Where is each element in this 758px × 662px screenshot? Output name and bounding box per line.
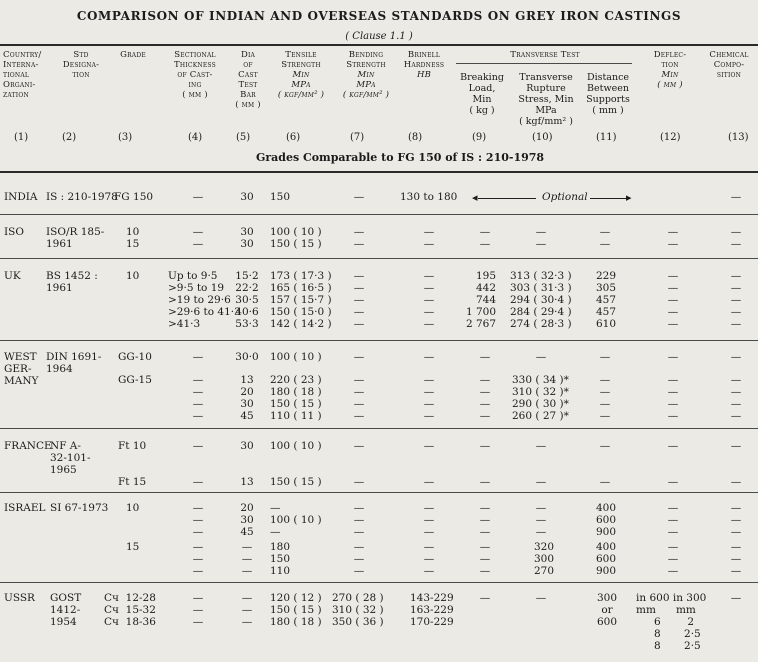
germany-distance-2: — — — —	[599, 374, 611, 422]
uk-breaking: 195 442 744 1 700 2 767	[465, 270, 496, 330]
france-dia-1: 30	[240, 440, 254, 452]
france-tensile-1: 100 ( 10 )	[270, 440, 322, 452]
uk-tensile: 173 ( 17·3 ) 165 ( 16·5 ) 157 ( 15·7 ) 150 ( 15·0 ) 142 ( 14·2 )	[270, 270, 332, 330]
israel-rupture-1: — — —	[535, 502, 547, 538]
uk-grade: 10	[126, 270, 140, 282]
france-deflection-1: —	[667, 440, 679, 452]
ussr-deflection-header: in 600 in 300 mm mm	[636, 592, 707, 616]
header-grade: Grade	[120, 50, 146, 60]
india-sect: —	[192, 191, 204, 203]
header-brinell-hardness: Brinell Hardness	[403, 50, 445, 70]
header-deflection-units: Min ( mm )	[657, 70, 683, 90]
header-top-rule	[0, 44, 758, 46]
germany-rupture-2: 330 ( 34 )* 310 ( 32 )* 290 ( 30 )* 260 ( 27 )*	[512, 374, 569, 422]
column-number: (13)	[728, 132, 749, 143]
france-brinell-1: —	[423, 440, 435, 452]
france-chem-2: —	[730, 476, 742, 488]
ussr-brinell: 143-229 163-229 170-229	[410, 592, 454, 628]
germany-sect-1: —	[192, 351, 204, 363]
header-bottom-rule	[0, 171, 758, 173]
germany-bending-1: —	[353, 351, 365, 363]
france-distance-1: —	[599, 440, 611, 452]
ussr-tensile: 120 ( 12 ) 150 ( 15 ) 180 ( 18 )	[270, 592, 322, 628]
israel-grade-1: 10	[126, 502, 140, 514]
header-dia-test-bar: Dia of Cast Test Bar ( mm )	[235, 50, 261, 110]
israel-breaking-2: — — —	[479, 541, 491, 577]
right-arrow-icon: ▸	[626, 191, 632, 204]
header-sectional-thickness: Sectional Thickness of Cast- ing ( mm )	[174, 50, 216, 100]
israel-distance-1: 400 600 900	[596, 502, 617, 538]
uk-brinell: — — — — —	[423, 270, 435, 330]
germany-dia-1: 30·0	[235, 351, 259, 363]
france-rupture-2: —	[535, 476, 547, 488]
israel-std: SI 67-1973	[50, 502, 109, 514]
ussr-distance: 300 or 600	[596, 592, 618, 628]
india-chem: —	[730, 191, 742, 203]
column-number: (4)	[188, 132, 203, 143]
israel-deflection-2: — — —	[667, 541, 679, 577]
israel-tensile-2: 180 150 110	[270, 541, 291, 577]
iso-sect: — —	[192, 226, 204, 250]
germany-deflection-2: — — — —	[667, 374, 679, 422]
iso-brinell: — —	[423, 226, 435, 250]
germany-dia-2: 13 20 30 45	[240, 374, 254, 422]
ussr-breaking: —	[479, 592, 491, 604]
uk-chem: — — — — —	[730, 270, 742, 330]
ussr-grade: Сч 12-28 Сч 15-32 Сч 18-36	[104, 592, 156, 628]
france-grade-1: Ft 10	[118, 440, 147, 452]
france-breaking-2: —	[479, 476, 491, 488]
clause-reference: ( Clause 1.1 )	[345, 31, 413, 42]
israel-dia-1: 20 30 45	[240, 502, 254, 538]
iso-std: ISO/R 185- 1961	[46, 226, 105, 250]
column-number: (6)	[286, 132, 301, 143]
france-bending-1: —	[353, 440, 365, 452]
france-std: NF A- 32-101- 1965	[50, 440, 91, 476]
country-iso: ISO	[4, 226, 24, 238]
iso-tensile: 100 ( 10 ) 150 ( 15 )	[270, 226, 322, 250]
france-brinell-2: —	[423, 476, 435, 488]
india-dia: 30	[240, 191, 254, 203]
france-sect-1: —	[192, 440, 204, 452]
header-std-designation: Std Designa- tion	[62, 50, 100, 80]
israel-tensile-1: — 100 ( 10 ) —	[270, 502, 322, 538]
germany-deflection-1: —	[667, 351, 679, 363]
israel-distance-2: 400 600 900	[596, 541, 617, 577]
israel-grade-2: 15	[126, 541, 140, 553]
header-tensile-strength: Tensile Strength	[281, 50, 321, 70]
iso-chem: — —	[730, 226, 742, 250]
uk-bending: — — — — —	[353, 270, 365, 330]
column-number: (9)	[472, 132, 487, 143]
india-brinell: 130 to 180	[400, 191, 458, 203]
france-chem-1: —	[730, 440, 742, 452]
header-brinell-hb: HB	[416, 70, 432, 80]
israel-sect-1: — — —	[192, 502, 204, 538]
ussr-bending: 270 ( 28 ) 310 ( 32 ) 350 ( 36 )	[332, 592, 384, 628]
column-number: (10)	[532, 132, 553, 143]
header-rupture-stress: Transverse Rupture Stress, Min MPa ( kgf/mm² )	[518, 72, 574, 127]
ussr-sect: — — —	[192, 592, 204, 628]
column-number: (5)	[236, 132, 251, 143]
ussr-dia: — — —	[241, 592, 253, 628]
israel-dia-2: — — —	[241, 541, 253, 577]
ussr-rupture: —	[535, 592, 547, 604]
uk-dia: 15·2 22·2 30·5 40·6 53·3	[235, 270, 259, 330]
israel-brinell-2: — — —	[423, 541, 435, 577]
country-uk: UK	[4, 270, 21, 282]
india-std: IS : 210-1978	[46, 191, 118, 203]
france-sect-2: —	[192, 476, 204, 488]
germany-chem-1: —	[730, 351, 742, 363]
france-tensile-2: 150 ( 15 )	[270, 476, 322, 488]
column-number: (8)	[408, 132, 423, 143]
header-tensile-units: Min MPa ( kgf/mm² )	[277, 70, 325, 100]
ussr-chem: —	[730, 592, 742, 604]
iso-grade: 10 15	[126, 226, 140, 250]
israel-bending-2: — — —	[353, 541, 365, 577]
france-deflection-2: —	[667, 476, 679, 488]
transverse-header-rule	[456, 63, 632, 64]
germany-grade-2: GG-15	[118, 374, 152, 386]
israel-chem-1: — — —	[730, 502, 742, 538]
germany-sect-2: — — — —	[192, 374, 204, 422]
header-chemical-composition: Chemical Compo- sition	[709, 50, 749, 80]
india-tensile: 150	[270, 191, 291, 203]
india-bending: —	[353, 191, 365, 203]
uk-sect: Up to 9·5 >9·5 to 19 >19 to 29·6 >29·6 to 41·3 >41·3	[168, 270, 241, 330]
header-bending-units: Min MPa ( kgf/mm² )	[342, 70, 390, 100]
header-country: Country/ Interna- tional Organi- zation	[3, 50, 42, 100]
iso-distance: — —	[599, 226, 611, 250]
france-grade-2: Ft 15	[118, 476, 147, 488]
germany-tensile-1: 100 ( 10 )	[270, 351, 322, 363]
germany-brinell-2: — — — —	[423, 374, 435, 422]
rule-after-india	[0, 214, 758, 215]
germany-rupture-1: —	[535, 351, 547, 363]
india-optional: Optional	[542, 191, 588, 203]
uk-distance: 229 305 457 457 610	[596, 270, 617, 330]
germany-distance-1: —	[599, 351, 611, 363]
israel-breaking-1: — — —	[479, 502, 491, 538]
germany-bending-2: — — — —	[353, 374, 365, 422]
rule-after-israel	[0, 582, 758, 583]
france-bending-2: —	[353, 476, 365, 488]
header-bending-strength: Bending Strength	[346, 50, 386, 70]
column-number: (2)	[62, 132, 77, 143]
iso-bending: — —	[353, 226, 365, 250]
germany-breaking-1: —	[479, 351, 491, 363]
israel-rupture-2: 320 300 270	[534, 541, 555, 577]
country-israel: ISRAEL	[4, 502, 46, 514]
france-rupture-1: —	[535, 440, 547, 452]
germany-chem-2: — — — —	[730, 374, 742, 422]
country-india: INDIA	[4, 191, 38, 203]
uk-deflection: — — — — —	[667, 270, 679, 330]
subheading-grades-comparable: Grades Comparable to FG 150 of IS : 210-1978	[255, 151, 545, 164]
header-distance-supports: Distance Between Supports ( mm )	[586, 72, 630, 116]
israel-bending-1: — — —	[353, 502, 365, 538]
rule-after-iso	[0, 258, 758, 259]
header-breaking-load: Breaking Load, Min ( kg )	[460, 72, 504, 116]
india-grade: FG 150	[114, 191, 154, 203]
uk-std: BS 1452 : 1961	[46, 270, 98, 294]
israel-sect-2: — — —	[192, 541, 204, 577]
france-dia-2: 13	[240, 476, 254, 488]
iso-dia: 30 30	[240, 226, 254, 250]
left-arrow-icon: ◂	[472, 191, 478, 204]
rule-after-uk	[0, 340, 758, 341]
iso-deflection: — —	[667, 226, 679, 250]
germany-tensile-2: 220 ( 23 ) 180 ( 18 ) 150 ( 15 ) 110 ( 11 )	[270, 374, 322, 422]
document-title: COMPARISON OF INDIAN AND OVERSEAS STANDARDS ON GREY IRON CASTINGS	[76, 9, 682, 23]
germany-grade-1: GG-10	[118, 351, 152, 363]
country-ussr: USSR	[4, 592, 35, 604]
israel-deflection-1: — — —	[667, 502, 679, 538]
france-breaking-1: —	[479, 440, 491, 452]
ussr-std: GOST 1412- 1954	[50, 592, 82, 628]
iso-breaking: — —	[479, 226, 491, 250]
column-number: (3)	[118, 132, 133, 143]
germany-breaking-2: — — — —	[479, 374, 491, 422]
germany-std: DIN 1691- 1964	[46, 351, 102, 375]
ussr-deflection-values: 6 2 8 2·5 8 2·5	[654, 616, 701, 652]
optional-line-left	[478, 198, 536, 199]
country-west-germany: WEST GER- MANY	[4, 351, 39, 387]
france-distance-2: —	[599, 476, 611, 488]
column-number: (11)	[596, 132, 617, 143]
country-france: FRANCE	[4, 440, 52, 452]
rule-after-france	[0, 492, 758, 493]
uk-rupture: 313 ( 32·3 ) 303 ( 31·3 ) 294 ( 30·4 ) 284 ( 29·4 ) 274 ( 28·3 )	[510, 270, 572, 330]
rule-after-germany	[0, 428, 758, 429]
column-number: (1)	[14, 132, 29, 143]
iso-rupture: — —	[535, 226, 547, 250]
israel-brinell-1: — — —	[423, 502, 435, 538]
germany-brinell-1: —	[423, 351, 435, 363]
optional-line-right	[590, 198, 630, 199]
header-deflection: Deflec- tion	[653, 50, 687, 70]
column-number: (7)	[350, 132, 365, 143]
israel-chem-2: — — —	[730, 541, 742, 577]
column-number: (12)	[660, 132, 681, 143]
header-transverse-test: Transverse Test	[510, 50, 580, 60]
